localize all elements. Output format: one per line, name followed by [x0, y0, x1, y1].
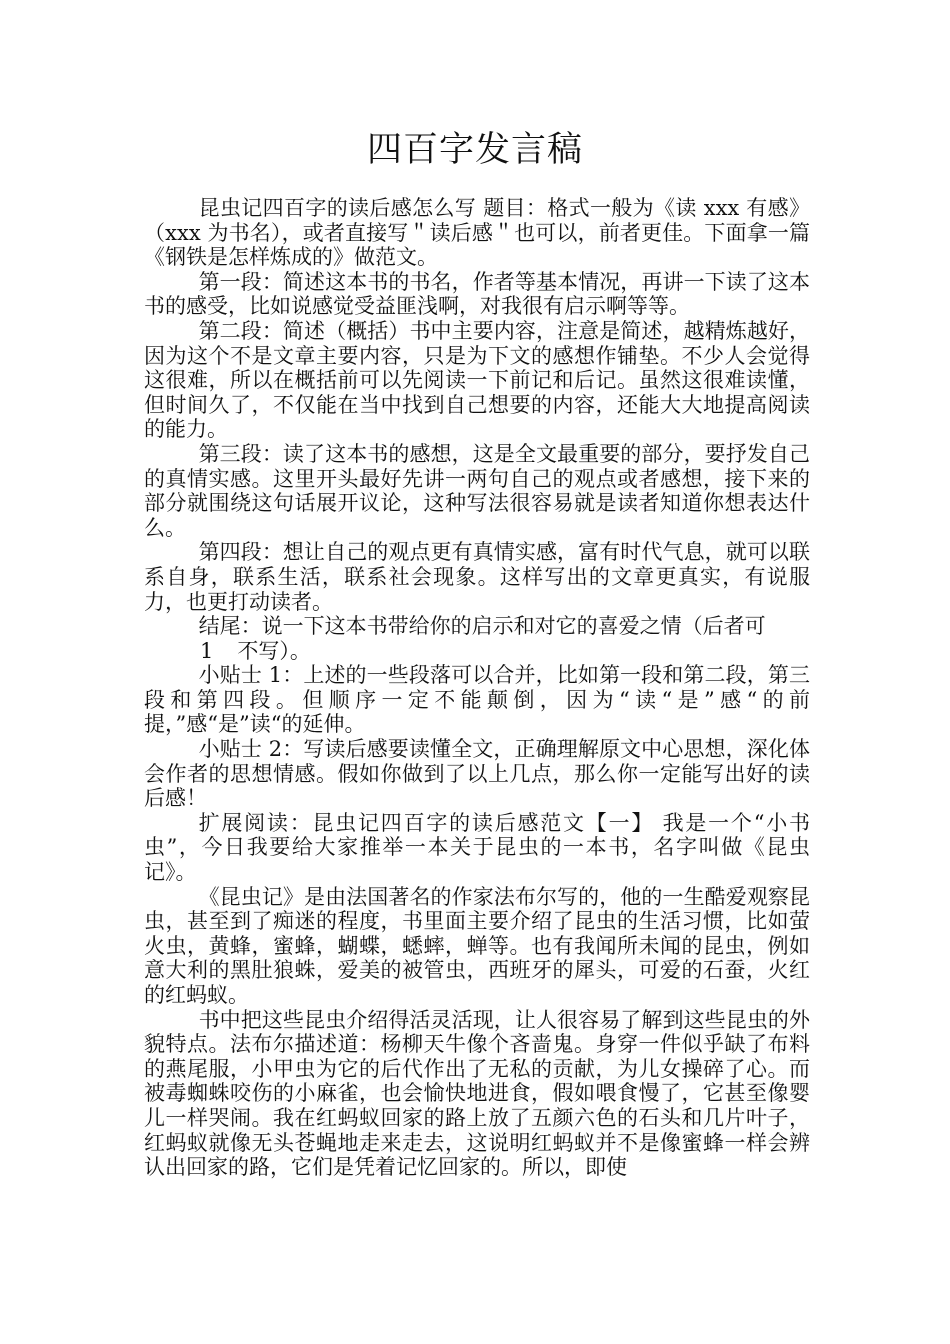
paragraph-section-1: 第一段：简述这本书的书名，作者等基本情况，再讲一下读了这本书的感受，比如说感觉受益匪浅啊，对我很有启示啊等等。 — [144, 269, 810, 319]
paragraph-ending-continued — [144, 639, 810, 664]
paragraph-extended-reading: 扩展阅读：昆虫记四百字的读后感范文【一】 我是一个“小书虫”，今日我要给大家推举一本关于昆虫的一本书，名字叫做《昆虫记》。 — [144, 810, 810, 885]
paragraph-book-intro: 《昆虫记》是由法国著名的作家法布尔写的，他的一生酷爱观察昆虫，甚至到了痴迷的程度，书里面主要介绍了昆虫的生活习惯，比如萤火虫，黄蜂，蜜蜂，蝴蝶，蟋蟀，蝉等。也有我闻所未闻的昆虫，例如意大利的黑肚狼蛛，爱美的被管虫，西班牙的犀头，可爱的石蚕，火红的红蚂蚁。 — [144, 884, 810, 1007]
paragraph-ending: 结尾：说一下这本书带给你的启示和对它的喜爱之情（后者可 — [198, 614, 766, 639]
paragraph-intro: 昆虫记四百字的读后感怎么写 题目：格式一般为《读 xxx 有感》（xxx 为书名），或者直接写＂读后感＂也可以，前者更佳。下面拿一篇《钢铁是怎样炼成的》做范文。 — [144, 196, 810, 270]
page-number: 1 — [200, 638, 214, 663]
paragraph-section-3: 第三段：读了这本书的感想，这是全文最重要的部分，要抒发自己的真情实感。这里开头最好先讲一两句自己的观点或者感想，接下来的部分就围绕这句话展开议论，这种写法很容易就是读者知道你想表达什么。 — [144, 441, 810, 540]
paragraph-book-details: 书中把这些昆虫介绍得活灵活现，让人很容易了解到这些昆虫的外貌特点。法布尔描述道：杨柳天牛像个吝啬鬼。身穿一件似乎缺了布料的燕尾服，小甲虫为它的后代作出了无私的贡献，为儿女操碎了心。而被毒蜘蛛咬伤的小麻雀，也会愉快地进食，假如喂食慢了，它甚至像婴儿一样哭闹。我在红蚂蚁回家的路上放了五颜六色的石头和几片叶子，红蚂蚁就像无头苍蝇地走来走去，这说明红蚂蚁并不是像蜜蜂一样会辨认出回家的路，它们是凭着记忆回家的。所以，即使 — [144, 1007, 810, 1180]
paragraph-tip-2: 小贴士 2：写读后感要读懂全文，正确理解原文中心思想，深化体会作者的思想情感。假如你做到了以上几点，那么你一定能写出好的读后感！ — [144, 737, 810, 811]
paragraph-ending-tail: 不写）。 — [237, 638, 311, 663]
paragraph-section-4: 第四段：想让自己的观点更有真情实感，富有时代气息，就可以联系自身，联系生活，联系社会现象。这样写出的文章更真实，有说服力，也更打动读者。 — [144, 540, 810, 614]
paragraph-tip-1: 小贴士 1：上述的一些段落可以合并，比如第一段和第二段，第三段和第四段。但顺序一定不能颠倒，因为“读“是”感“的前提，”感“是”读“的延伸。 — [144, 663, 810, 737]
document-body — [144, 196, 810, 1180]
document-title: 四百字发言稿 — [366, 130, 583, 170]
paragraph-section-2: 第二段：简述（概括）书中主要内容，注意是简述，越精炼越好，因为这个不是文章主要内容，只是为下文的感想作铺垫。不少人会觉得这很难，所以在概括前可以先阅读一下前记和后记。虽然这很难读懂，但时间久了，不仅能在当中找到自己想要的内容，还能大大地提高阅读的能力。 — [144, 318, 810, 442]
